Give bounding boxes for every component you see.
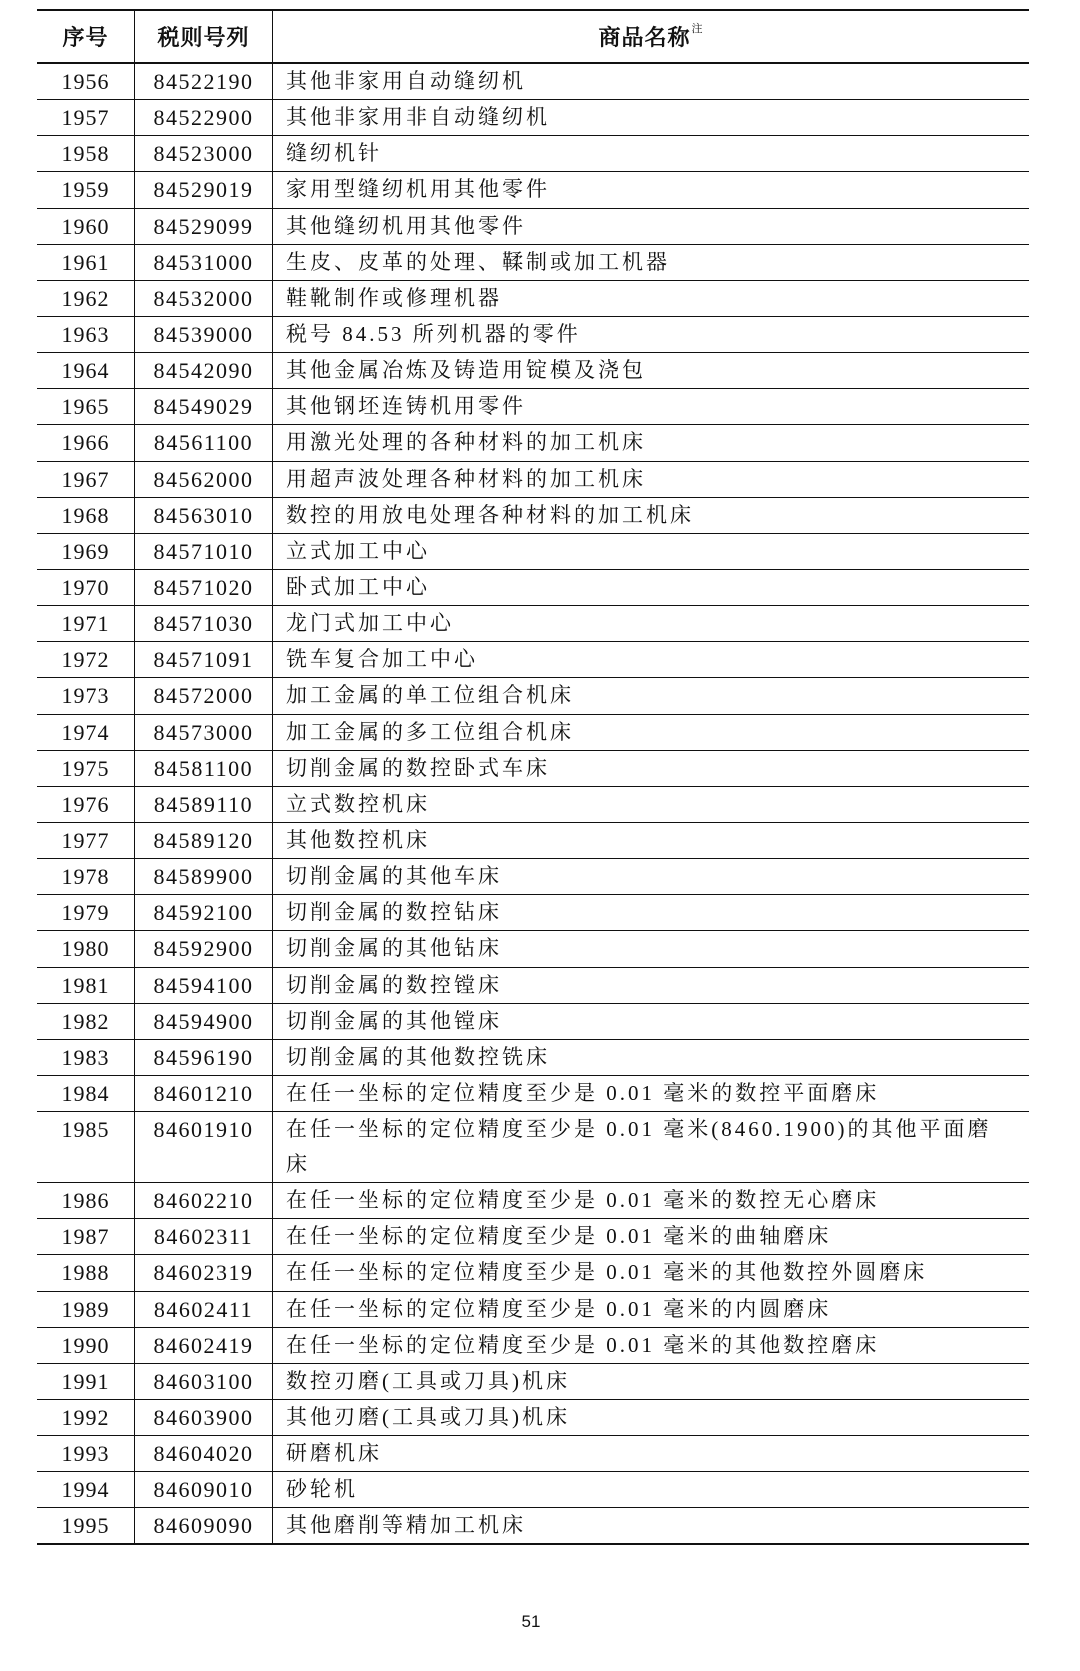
table-row	[37, 895, 1029, 931]
table-row	[37, 100, 1029, 136]
product-name: 家用型缝纫机用其他零件	[272, 172, 1029, 207]
table-row	[37, 498, 1029, 534]
product-name: 卧式加工中心	[272, 570, 1029, 605]
tariff-code: 84549029	[134, 389, 272, 424]
table-row	[37, 751, 1029, 787]
product-name: 切削金属的数控镗床	[272, 968, 1029, 1003]
table-row	[37, 606, 1029, 642]
row-number: 1976	[61, 791, 110, 817]
product-name: 其他非家用自动缝纫机	[272, 64, 1029, 99]
table-row	[37, 353, 1029, 389]
row-number: 1981	[61, 972, 110, 998]
tariff-code: 84572000	[134, 678, 272, 713]
table-header-row	[37, 9, 1029, 64]
header-index	[37, 11, 134, 62]
tariff-code: 84589110	[134, 787, 272, 822]
tariff-code: 84603100	[134, 1364, 272, 1399]
tariff-code: 84529099	[134, 209, 272, 244]
tariff-code: 84609010	[134, 1472, 272, 1507]
product-name: 加工金属的单工位组合机床	[272, 678, 1029, 713]
header-product-name-label: 商品名称	[598, 25, 691, 50]
table-row	[37, 534, 1029, 570]
tariff-code: 84594900	[134, 1004, 272, 1039]
tariff-code: 84602210	[134, 1183, 272, 1218]
tariff-code: 84604020	[134, 1436, 272, 1471]
product-name: 砂轮机	[272, 1472, 1029, 1507]
tariff-code: 84563010	[134, 498, 272, 533]
row-number: 1965	[61, 394, 110, 420]
table-row	[37, 1508, 1029, 1545]
row-number: 1992	[61, 1404, 110, 1430]
tariff-code: 84609090	[134, 1508, 272, 1543]
table-row	[37, 1292, 1029, 1328]
row-number: 1971	[61, 611, 110, 637]
table-row	[37, 787, 1029, 823]
table-row	[37, 245, 1029, 281]
row-number: 1989	[61, 1296, 110, 1322]
product-name: 其他刃磨(工具或刀具)机床	[272, 1400, 1029, 1435]
table-row	[37, 859, 1029, 895]
tariff-code: 84602411	[134, 1292, 272, 1327]
tariff-code: 84539000	[134, 317, 272, 352]
tariff-code: 84602419	[134, 1328, 272, 1363]
tariff-code: 84562000	[134, 462, 272, 497]
tariff-code: 84602319	[134, 1255, 272, 1290]
row-number: 1966	[61, 430, 110, 456]
table-row	[37, 1219, 1029, 1255]
product-name: 在任一坐标的定位精度至少是 0.01 毫米(8460.1900)的其他平面磨床	[272, 1112, 1029, 1182]
table-row	[37, 1076, 1029, 1112]
tariff-code: 84531000	[134, 245, 272, 280]
table-row	[37, 678, 1029, 714]
row-number: 1984	[61, 1080, 110, 1106]
row-number: 1956	[61, 69, 110, 94]
row-number: 1963	[61, 321, 110, 347]
table-row	[37, 715, 1029, 751]
product-name: 缝纫机针	[272, 136, 1029, 171]
row-number: 1993	[61, 1441, 110, 1467]
product-name: 立式加工中心	[272, 534, 1029, 569]
row-number: 1969	[61, 538, 110, 564]
tariff-code: 84603900	[134, 1400, 272, 1435]
tariff-code: 84571010	[134, 534, 272, 569]
tariff-code: 84571030	[134, 606, 272, 641]
row-number: 1972	[61, 647, 110, 673]
table-row	[37, 462, 1029, 498]
row-number: 1988	[61, 1260, 110, 1286]
product-name: 切削金属的其他钻床	[272, 931, 1029, 966]
table-row	[37, 1183, 1029, 1219]
table-row	[37, 1112, 1029, 1183]
table-body	[37, 64, 1029, 1545]
header-tariff-code	[134, 11, 272, 62]
row-number: 1977	[61, 827, 110, 853]
row-number: 1973	[61, 683, 110, 709]
table-row	[37, 1328, 1029, 1364]
table-row	[37, 823, 1029, 859]
table-row	[37, 1472, 1029, 1508]
row-number: 1967	[61, 466, 110, 492]
product-name: 其他磨削等精加工机床	[272, 1508, 1029, 1543]
product-name: 切削金属的数控钻床	[272, 895, 1029, 930]
row-number: 1959	[61, 177, 110, 203]
row-number: 1961	[61, 249, 110, 275]
product-name: 切削金属的其他数控铣床	[272, 1040, 1029, 1075]
table-row	[37, 425, 1029, 461]
table-row	[37, 570, 1029, 606]
tariff-code: 84601210	[134, 1076, 272, 1111]
product-name: 在任一坐标的定位精度至少是 0.01 毫米的数控无心磨床	[272, 1183, 1029, 1218]
tariff-code: 84542090	[134, 353, 272, 388]
tariff-code: 84571091	[134, 642, 272, 677]
table-row	[37, 968, 1029, 1004]
row-number: 1975	[61, 755, 110, 781]
table-row	[37, 642, 1029, 678]
product-name: 用超声波处理各种材料的加工机床	[272, 462, 1029, 497]
tariff-code: 84592100	[134, 895, 272, 930]
row-number: 1980	[61, 936, 110, 962]
row-number: 1982	[61, 1008, 110, 1034]
tariff-code: 84523000	[134, 136, 272, 171]
table-row	[37, 317, 1029, 353]
tariff-code: 84594100	[134, 968, 272, 1003]
page-number: 51	[521, 1612, 541, 1631]
tariff-code: 84581100	[134, 751, 272, 786]
tariff-code: 84529019	[134, 172, 272, 207]
table-row	[37, 281, 1029, 317]
row-number: 1978	[61, 864, 110, 890]
row-number: 1964	[61, 358, 110, 384]
tariff-code: 84592900	[134, 931, 272, 966]
tariff-code: 84522900	[134, 100, 272, 135]
product-name: 加工金属的多工位组合机床	[272, 715, 1029, 750]
row-number: 1968	[61, 502, 110, 528]
row-number: 1979	[61, 900, 110, 926]
tariff-table	[37, 9, 1029, 1545]
row-number: 1957	[61, 105, 110, 131]
row-number: 1991	[61, 1368, 110, 1394]
row-number: 1958	[61, 141, 110, 167]
product-name: 在任一坐标的定位精度至少是 0.01 毫米的内圆磨床	[272, 1292, 1029, 1327]
product-name: 在任一坐标的定位精度至少是 0.01 毫米的曲轴磨床	[272, 1219, 1029, 1254]
table-row	[37, 1040, 1029, 1076]
table-row	[37, 1436, 1029, 1472]
table-row	[37, 1400, 1029, 1436]
product-name: 其他非家用非自动缝纫机	[272, 100, 1029, 135]
product-name: 其他钢坯连铸机用零件	[272, 389, 1029, 424]
header-tariff-code-label: 税则号列	[157, 25, 250, 50]
row-number: 1995	[61, 1513, 110, 1539]
product-name: 税号 84.53 所列机器的零件	[272, 317, 1029, 352]
tariff-code: 84589900	[134, 859, 272, 894]
row-number: 1970	[61, 574, 110, 600]
row-number: 1985	[61, 1117, 110, 1143]
product-name: 切削金属的其他车床	[272, 859, 1029, 894]
header-product-name	[272, 11, 1029, 62]
row-number: 1974	[61, 719, 110, 745]
tariff-code: 84522190	[134, 64, 272, 99]
tariff-code: 84532000	[134, 281, 272, 316]
row-number: 1960	[61, 213, 110, 239]
product-name: 立式数控机床	[272, 787, 1029, 822]
table-row	[37, 209, 1029, 245]
tariff-code: 84571020	[134, 570, 272, 605]
product-name: 在任一坐标的定位精度至少是 0.01 毫米的数控平面磨床	[272, 1076, 1029, 1111]
tariff-code: 84589120	[134, 823, 272, 858]
row-number: 1994	[61, 1477, 110, 1503]
product-name: 其他缝纫机用其他零件	[272, 209, 1029, 244]
table-row	[37, 1255, 1029, 1291]
row-number: 1962	[61, 285, 110, 311]
table-row	[37, 64, 1029, 100]
row-number: 1990	[61, 1332, 110, 1358]
header-note-mark: 注	[691, 22, 704, 35]
product-name: 数控的用放电处理各种材料的加工机床	[272, 498, 1029, 533]
table-row	[37, 172, 1029, 208]
tariff-code: 84573000	[134, 715, 272, 750]
table-row	[37, 1364, 1029, 1400]
product-name: 切削金属的其他镗床	[272, 1004, 1029, 1039]
tariff-code: 84561100	[134, 425, 272, 460]
product-name: 切削金属的数控卧式车床	[272, 751, 1029, 786]
table-row	[37, 389, 1029, 425]
table-row	[37, 931, 1029, 967]
tariff-code: 84596190	[134, 1040, 272, 1075]
product-name: 研磨机床	[272, 1436, 1029, 1471]
row-number: 1987	[61, 1224, 110, 1250]
product-name: 龙门式加工中心	[272, 606, 1029, 641]
table-row	[37, 136, 1029, 172]
tariff-code: 84601910	[134, 1112, 272, 1182]
tariff-code: 84602311	[134, 1219, 272, 1254]
row-number: 1986	[61, 1188, 110, 1214]
row-number: 1983	[61, 1044, 110, 1070]
product-name: 在任一坐标的定位精度至少是 0.01 毫米的其他数控外圆磨床	[272, 1255, 1029, 1290]
product-name: 数控刃磨(工具或刀具)机床	[272, 1364, 1029, 1399]
product-name: 铣车复合加工中心	[272, 642, 1029, 677]
product-name: 其他金属冶炼及铸造用锭模及浇包	[272, 353, 1029, 388]
table-row	[37, 1004, 1029, 1040]
product-name: 在任一坐标的定位精度至少是 0.01 毫米的其他数控磨床	[272, 1328, 1029, 1363]
product-name: 生皮、皮革的处理、鞣制或加工机器	[272, 245, 1029, 280]
product-name: 其他数控机床	[272, 823, 1029, 858]
header-index-label: 序号	[62, 25, 109, 50]
product-name: 鞋靴制作或修理机器	[272, 281, 1029, 316]
product-name: 用激光处理的各种材料的加工机床	[272, 425, 1029, 460]
